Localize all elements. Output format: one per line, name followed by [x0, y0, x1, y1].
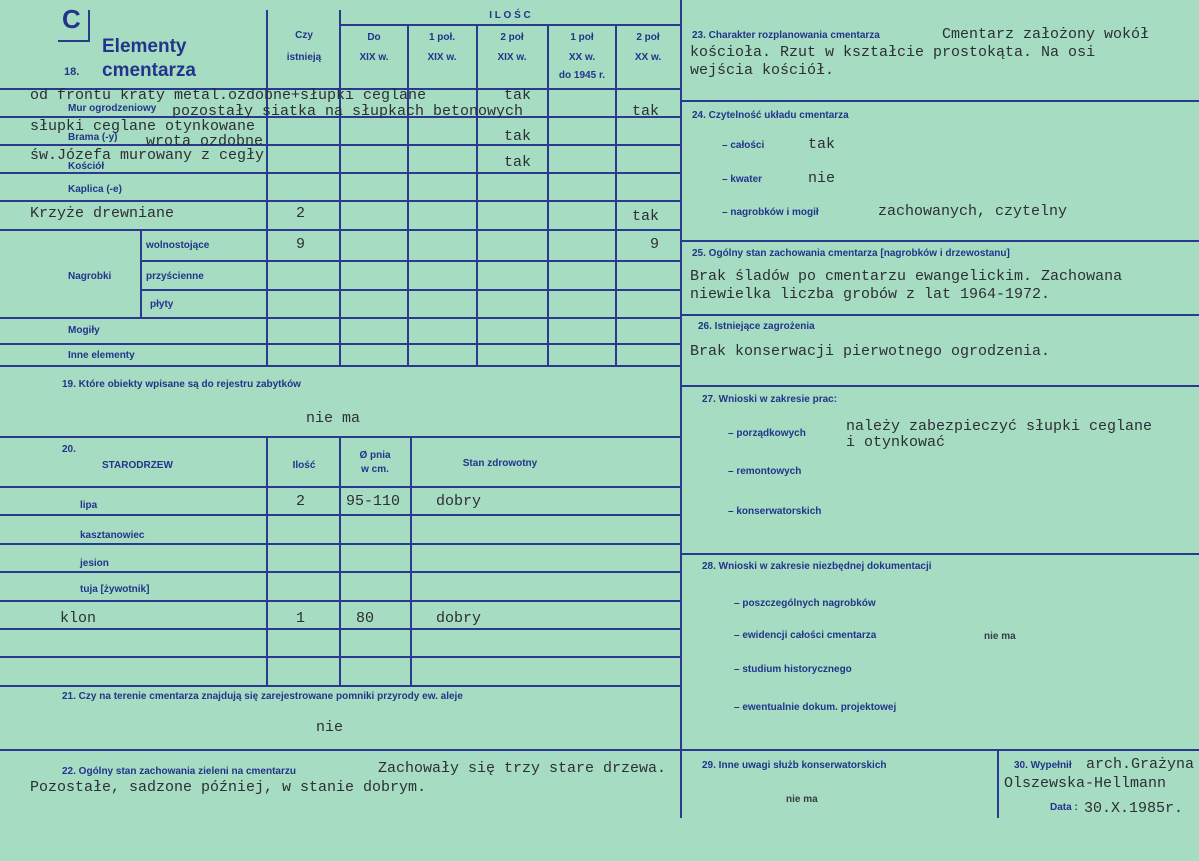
s24-kwater-value: nie	[808, 170, 836, 187]
s22-label: 22. Ogólny stan zachowania zieleni na cmentarzu	[62, 766, 296, 777]
c-letter: C	[62, 4, 81, 34]
title-line2: cmentarza	[102, 60, 196, 81]
tree-state-klon: dobry	[436, 610, 482, 627]
ilosc-label: Ilość	[292, 460, 316, 471]
s24-calosci-value: tak	[808, 136, 836, 153]
mur-typed-1: od frontu kraty metal.ozdobne+słupki ceglane	[30, 87, 427, 104]
grid-line	[0, 656, 681, 658]
tree-name-lipa: lipa	[80, 500, 98, 511]
s25-label: 25. Ogólny stan zachowania cmentarza [nagrobków i drzewostanu]	[692, 248, 1010, 259]
grid-line	[0, 685, 681, 687]
s23-value-1: Cmentarz założony wokół	[942, 26, 1150, 43]
kosciol-tak: tak	[504, 154, 532, 171]
stan-label: Stan zdrowotny	[462, 458, 538, 469]
s27-kons: – konserwatorskich	[728, 506, 822, 517]
grid-line	[0, 144, 681, 146]
s27-label: 27. Wnioski w zakresie prac:	[702, 394, 838, 405]
grid-line	[0, 486, 681, 488]
s30-value-2: Olszewska-Hellmann	[1004, 775, 1167, 792]
tree-diam-lipa: 95-110	[346, 493, 401, 510]
col-2pol20-b: XX w.	[634, 52, 662, 63]
s24-calosci: – całości	[722, 140, 765, 151]
grid-line	[339, 10, 341, 365]
pnia-label-2: w cm.	[361, 464, 389, 475]
tree-count-klon: 1	[296, 610, 306, 627]
wolnostojace-count: 9	[296, 236, 306, 253]
grid-line	[266, 437, 268, 686]
grid-line	[547, 25, 549, 365]
s28-c: – studium historycznego	[734, 664, 852, 675]
grid-line	[681, 100, 1199, 102]
tree-diam-klon: 80	[356, 610, 375, 627]
brama-tak: tak	[504, 128, 532, 145]
wolnostojace-count-2pol20: 9	[650, 236, 660, 253]
col-1pol19-b: XIX w.	[427, 52, 457, 63]
col-1pol20-a: 1 poł	[570, 32, 594, 43]
s25-value-1: Brak śladów po cmentarzu ewangelickim. Zachowana	[690, 268, 1123, 285]
brama-label: Brama (-y)	[68, 132, 118, 143]
kaplica-label: Kaplica (-e)	[68, 184, 122, 195]
col-2pol19-a: 2 poł	[500, 32, 524, 43]
col-czy: Czy	[295, 30, 313, 41]
s21-label: 21. Czy na terenie cmentarza znajdują się zarejestrowane pomniki przyrody ew. aleje	[62, 691, 463, 702]
grid-line	[0, 543, 681, 545]
tree-name-tuja: tuja [żywotnik]	[80, 584, 150, 595]
brama-typed-1: słupki ceglane otynkowane	[30, 118, 256, 135]
grid-line	[681, 240, 1199, 242]
s19-label: 19. Które obiekty wpisane są do rejestru zabytków	[62, 379, 301, 390]
s28-b-value: nie ma	[984, 631, 1016, 642]
grid-line	[997, 750, 999, 818]
s28-b: – ewidencji całości cmentarza	[734, 630, 877, 641]
s19-value: nie ma	[306, 410, 361, 427]
s24-kwater: – kwater	[722, 174, 763, 185]
grid-line	[0, 317, 681, 319]
col-do-a: Do	[367, 32, 381, 43]
grid-line	[680, 0, 682, 818]
grid-line	[339, 24, 681, 26]
krzyze-tak: tak	[632, 208, 660, 225]
s24-label: 24. Czytelność układu cmentarza	[692, 110, 849, 121]
s30-value-1: arch.Grażyna	[1086, 756, 1195, 773]
col-1pol19-a: 1 poł.	[428, 32, 456, 43]
grid-line	[615, 25, 617, 365]
kosciol-typed: św.Józefa murowany z cegły	[30, 147, 265, 164]
tree-name-klon: klon	[60, 610, 97, 627]
grid-line	[140, 230, 142, 318]
col-2pol19-b: XIX w.	[497, 52, 527, 63]
s25-value-2: niewielka liczba grobów z lat 1964-1972.	[690, 286, 1051, 303]
grid-line	[681, 553, 1199, 555]
s24-nagrobkow-value: zachowanych, czytelny	[878, 203, 1068, 220]
krzyze-count: 2	[296, 205, 306, 222]
s26-label: 26. Istniejące zagrożenia	[698, 321, 815, 332]
grid-line	[476, 25, 478, 365]
s22-value-1: Zachowały się trzy stare drzewa.	[378, 760, 667, 777]
plyty-label: płyty	[150, 299, 174, 310]
title-line1: Elementy	[102, 36, 187, 57]
tree-count-lipa: 2	[296, 493, 306, 510]
col-ilosc: I L O Ś C	[489, 10, 531, 21]
col-2pol20-a: 2 poł	[636, 32, 660, 43]
grid-line	[0, 200, 681, 202]
grid-line	[0, 571, 681, 573]
grid-line	[407, 25, 409, 365]
s27-porz: – porządkowych	[728, 428, 806, 439]
grid-line	[681, 749, 1199, 751]
mogily-label: Mogiły	[68, 325, 100, 336]
nagrobki-label: Nagrobki	[68, 271, 112, 282]
starodrzew-label: STARODRZEW	[102, 460, 173, 471]
grid-line	[681, 314, 1199, 316]
s23-value-3: wejścia kościół.	[690, 62, 835, 79]
col-istnieja: istnieją	[286, 52, 322, 63]
s30-label: 30. Wypełnił	[1014, 760, 1072, 771]
brama-typed-2: wrota ozdobne	[146, 133, 264, 150]
tree-name-kasztanowiec: kasztanowiec	[80, 530, 145, 541]
grid-line	[410, 437, 412, 686]
col-1pol20-b: XX w.	[568, 52, 596, 63]
wolnostojace-label: wolnostojące	[146, 240, 210, 251]
s20-number: 20.	[62, 444, 76, 455]
grid-line	[0, 628, 681, 630]
grid-line	[0, 343, 681, 345]
grid-line	[266, 10, 268, 365]
s26-value: Brak konserwacji pierwotnego ogrodzenia.	[690, 343, 1051, 360]
s27-porz-value-2: i otynkować	[846, 434, 946, 451]
grid-line	[0, 365, 681, 367]
s23-label: 23. Charakter rozplanowania cmentarza	[692, 30, 880, 41]
s29-value: nie ma	[786, 794, 818, 805]
inne-elementy-label: Inne elementy	[68, 350, 135, 361]
section-18-number: 18.	[64, 66, 80, 78]
grid-line	[681, 385, 1199, 387]
krzyze-typed: Krzyże drewniane	[30, 205, 175, 222]
s28-a: – poszczególnych nagrobków	[734, 598, 876, 609]
grid-line	[0, 514, 681, 516]
grid-line	[0, 749, 681, 751]
grid-line	[0, 229, 681, 231]
s28-label: 28. Wnioski w zakresie niezbędnej dokumentacji	[702, 561, 932, 572]
s21-value: nie	[316, 719, 344, 736]
s27-rem: – remontowych	[728, 466, 802, 477]
col-1pol20-c: do 1945 r.	[558, 70, 606, 81]
s27-porz-value-1: należy zabezpieczyć słupki ceglane	[846, 418, 1153, 435]
grid-line	[140, 260, 681, 262]
tree-state-lipa: dobry	[436, 493, 482, 510]
tree-name-jesion: jesion	[80, 558, 109, 569]
przyscienne-label: przyścienne	[146, 271, 204, 282]
s28-d: – ewentualnie dokum. projektowej	[734, 702, 897, 713]
s23-value-2: kościoła. Rzut w kształcie prostokąta. Na osi	[690, 44, 1096, 61]
mur-tak-2pol20: tak	[632, 103, 660, 120]
mur-tak-2pol19: tak	[504, 87, 532, 104]
pnia-label-1: Ø pnia	[359, 450, 391, 461]
grid-line	[0, 600, 681, 602]
s30-date: 30.X.1985r.	[1084, 800, 1184, 817]
kosciol-label: Kościół	[68, 161, 105, 172]
col-do-b: XIX w.	[359, 52, 389, 63]
s24-nagrobkow: – nagrobków i mogił	[722, 207, 819, 218]
grid-line	[140, 289, 681, 291]
s29-label: 29. Inne uwagi służb konserwatorskich	[702, 760, 887, 771]
s22-value-2: Pozostałe, sadzone później, w stanie dobrym.	[30, 779, 427, 796]
mur-label: Mur ogrodzeniowy	[68, 103, 157, 114]
s30-data-label: Data :	[1050, 802, 1078, 813]
mur-typed-2: pozostały siatka na słupkach betonowych	[172, 103, 524, 120]
